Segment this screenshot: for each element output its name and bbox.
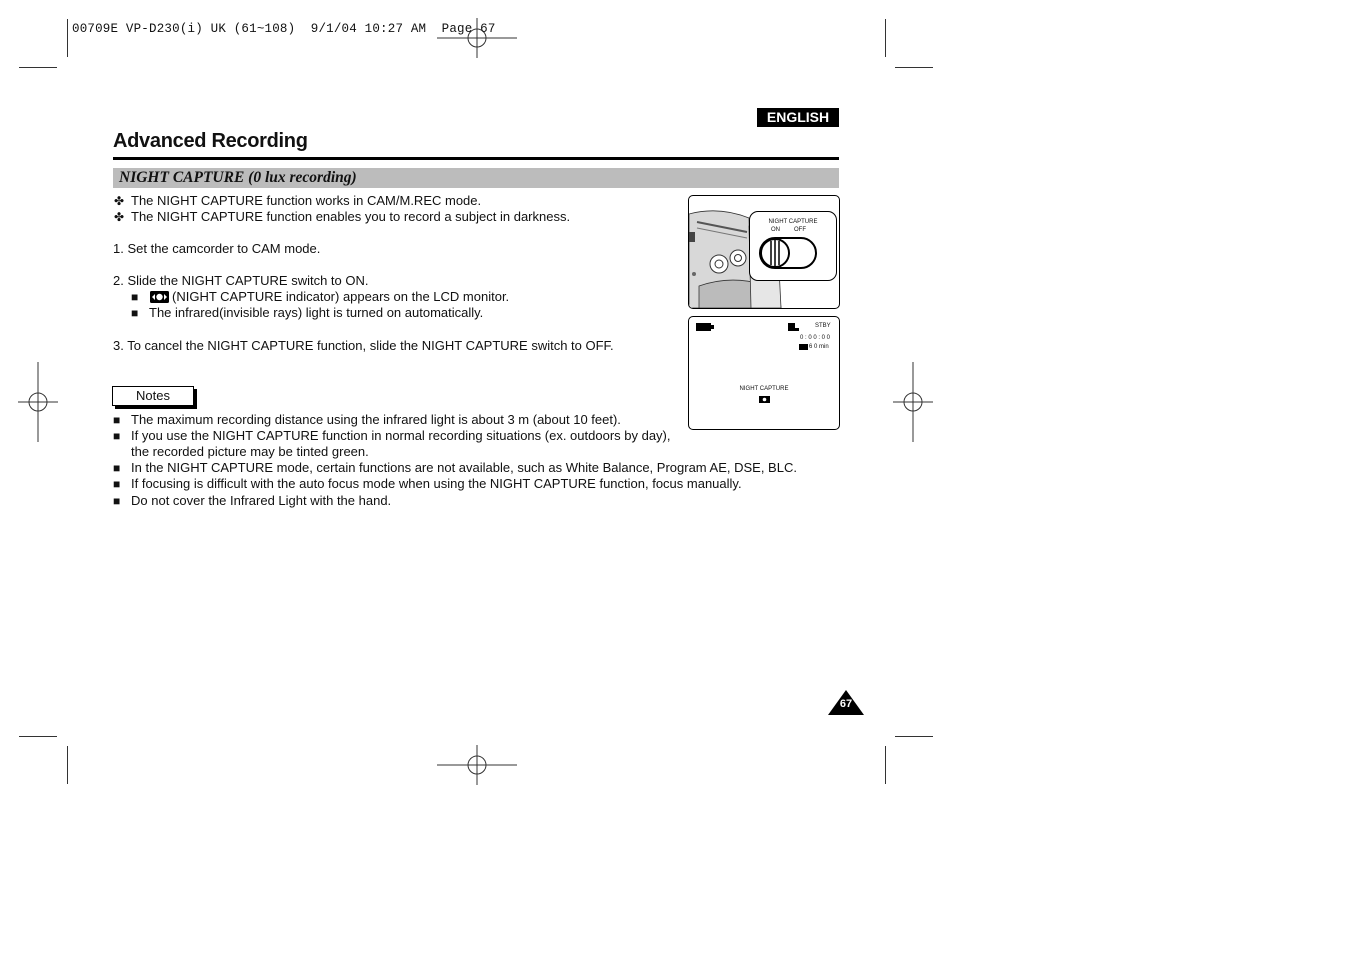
lcd-counter: 0 : 0 0 : 0 0	[800, 335, 831, 341]
lcd-night-capture-label: NIGHT CAPTURE	[739, 386, 789, 392]
notes-label: Notes	[112, 386, 194, 406]
registration-mark	[437, 745, 517, 785]
night-capture-switch	[758, 234, 822, 274]
section-header	[113, 168, 839, 188]
camcorder-illustration	[688, 195, 840, 309]
crop-mark	[895, 736, 933, 737]
square-bullet-icon: ■	[113, 413, 121, 427]
cross-bullet-icon: ✤	[114, 210, 125, 224]
night-capture-indicator-icon	[150, 291, 169, 303]
crop-mark	[19, 67, 57, 68]
print-slug: 00709E VP-D230(i) UK (61~108) 9/1/04 10:27 AM Page 67	[72, 22, 496, 36]
step-2-bullet: (NIGHT CAPTURE indicator) appears on the LCD monitor.	[172, 289, 510, 304]
tape-speed-icon	[788, 323, 799, 331]
page-number: 67	[839, 698, 853, 710]
lcd-screen-illustration	[688, 316, 840, 430]
night-capture-switch-callout	[749, 211, 837, 281]
intro-line: The NIGHT CAPTURE function enables you to record a subject in darkness.	[131, 209, 571, 224]
note-item: If focusing is difficult with the auto focus mode when using the NIGHT CAPTURE function, focus manually.	[131, 476, 742, 491]
note-item-continued: the recorded picture may be tinted green.	[131, 444, 369, 459]
note-item: The maximum recording distance using the infrared light is about 3 m (about 10 feet).	[131, 412, 621, 427]
square-bullet-icon: ■	[131, 290, 139, 304]
step-2-bullet: The infrared(invisible rays) light is turned on automatically.	[149, 305, 484, 320]
title-rule	[113, 157, 839, 160]
crop-mark	[67, 746, 68, 784]
note-item: Do not cover the Infrared Light with the hand.	[131, 493, 392, 508]
square-bullet-icon: ■	[113, 429, 121, 443]
switch-off-label: OFF	[794, 227, 806, 233]
lcd-remaining: 6 0 min	[809, 344, 829, 350]
registration-mark	[893, 362, 933, 442]
crop-mark	[885, 19, 886, 57]
lcd-stby: STBY	[815, 323, 831, 329]
switch-label: NIGHT CAPTURE	[768, 219, 818, 225]
crop-mark	[19, 736, 57, 737]
step-2: 2. Slide the NIGHT CAPTURE switch to ON.	[113, 273, 369, 288]
switch-on-label: ON	[771, 227, 780, 233]
crop-mark	[885, 746, 886, 784]
intro-line: The NIGHT CAPTURE function works in CAM/M.REC mode.	[131, 193, 482, 208]
square-bullet-icon: ■	[113, 477, 121, 491]
tape-icon	[799, 344, 808, 350]
cross-bullet-icon: ✤	[114, 194, 125, 208]
registration-mark	[18, 362, 58, 442]
note-item: In the NIGHT CAPTURE mode, certain functions are not available, such as White Balance, Program AE, DSE, BLC.	[131, 460, 797, 475]
square-bullet-icon: ■	[113, 461, 121, 475]
page-title: Advanced Recording	[113, 130, 308, 152]
square-bullet-icon: ■	[131, 306, 139, 320]
language-badge: ENGLISH	[757, 108, 839, 127]
note-item: If you use the NIGHT CAPTURE function in normal recording situations (ex. outdoors by day),	[131, 428, 671, 443]
square-bullet-icon: ■	[113, 494, 121, 508]
step-3: 3. To cancel the NIGHT CAPTURE function, slide the NIGHT CAPTURE switch to OFF.	[113, 338, 614, 353]
step-1: 1. Set the camcorder to CAM mode.	[113, 241, 321, 256]
night-capture-indicator-icon	[759, 396, 770, 403]
crop-mark	[895, 67, 933, 68]
battery-icon	[696, 323, 714, 331]
section-title: NIGHT CAPTURE (0 lux recording)	[119, 169, 357, 186]
crop-mark	[67, 19, 68, 57]
